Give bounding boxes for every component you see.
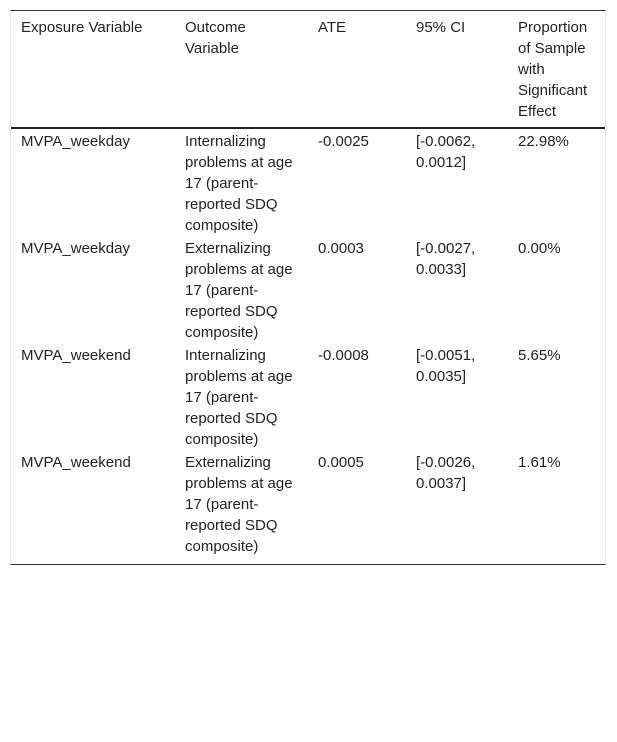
cell-ci: [-0.0051, 0.0035]: [416, 347, 476, 385]
table-row: [11, 237, 605, 344]
cell-ci: [-0.0027, 0.0033]: [416, 240, 476, 278]
cell-outcome: Internalizing problems at age 17 (parent-reported SDQ composite): [185, 133, 293, 234]
cell-ate: -0.0025: [318, 133, 369, 150]
header-exposure-variable: Exposure Variable: [11, 11, 175, 128]
table-header: [11, 11, 605, 128]
cell-proportion: 5.65%: [518, 347, 561, 364]
header-row: [11, 11, 605, 128]
cell-proportion: 0.00%: [518, 240, 561, 257]
cell-exposure: MVPA_weekday: [21, 133, 130, 150]
results-table-container: [10, 10, 606, 565]
results-table: [11, 11, 605, 564]
cell-proportion: 22.98%: [518, 133, 569, 150]
header-ci: 95% CI: [406, 11, 508, 128]
cell-ci: [-0.0026, 0.0037]: [416, 454, 476, 492]
cell-ate: 0.0005: [318, 454, 364, 471]
header-ate: ATE: [308, 11, 406, 128]
cell-ate: -0.0008: [318, 347, 369, 364]
cell-exposure: MVPA_weekday: [21, 240, 130, 257]
cell-outcome: Externalizing problems at age 17 (parent-reported SDQ composite): [185, 240, 293, 341]
table-body: [11, 128, 605, 564]
cell-exposure: MVPA_weekend: [21, 347, 131, 364]
header-outcome-variable: Outcome Variable: [175, 11, 308, 128]
cell-ate: 0.0003: [318, 240, 364, 257]
table-row: [11, 344, 605, 451]
cell-ci: [-0.0062, 0.0012]: [416, 133, 476, 171]
cell-outcome: Internalizing problems at age 17 (parent-reported SDQ composite): [185, 347, 293, 448]
table-row: [11, 128, 605, 237]
cell-proportion: 1.61%: [518, 454, 561, 471]
table-row: [11, 451, 605, 564]
header-proportion-significant: Proportion of Sample with Significant Effect: [508, 11, 605, 128]
cell-exposure: MVPA_weekend: [21, 454, 131, 471]
cell-outcome: Externalizing problems at age 17 (parent-reported SDQ composite): [185, 454, 293, 555]
